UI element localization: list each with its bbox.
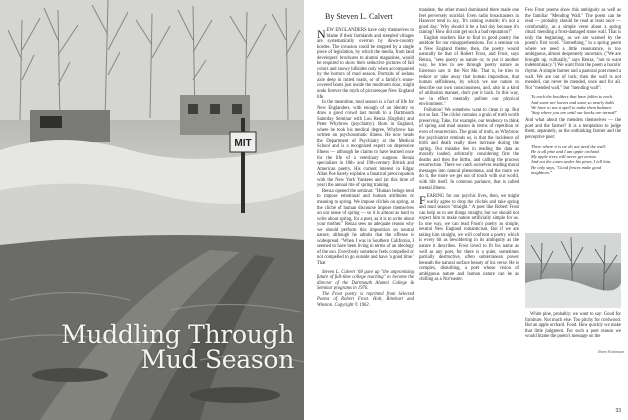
title-line-1: Muddling Through	[61, 320, 294, 349]
inset-photo	[525, 233, 621, 308]
poem-line: 'Stay where you are until our backs are turned!'	[531, 110, 617, 116]
poem-line: We have to use a spell to make them balance:	[531, 104, 613, 110]
text-column-3	[525, 8, 621, 178]
drop-cap: N	[317, 27, 326, 41]
drop-cap: F	[419, 193, 426, 208]
byline: By Steven L. Calvert	[325, 12, 393, 21]
text-column-3-continued	[525, 312, 621, 340]
paragraph: White pine, probably; we want to say: Good for furniture. Not much else. Too pitchy for cordwood. But an apple orchard. Food. How quickly we make that little judgment. For such a poet reason we would blame the poem's message on the	[525, 312, 621, 340]
poem-line: He is all pine and I am apple orchard.	[531, 148, 600, 154]
paragraph: FEARING for our psychic lives, then, we might warily agree to drop the clichés and take spring and mud season "straight." A poet like Robert Frost can help us to see things straight, but we should not expect him to make nature artificially simple for us. In one way, we can read Frost's poetry as simple, neutral New England romanticism. But if we are taking him straight, we will confront a poetry which is every bit as bewildering in its ambiguity as the nature it describes. Frost loved to fit his name as well as any poet, for there is a quiet, sometimes partially destructive, often subterranean power beneath the natural surface beauty of his verse. He is complex, disturbing, a poet whose vision of ambiguous nature and human nature can be as chilling as a Nor'easter.	[419, 193, 519, 283]
paragraph: In the meantime, mud season is a fact of life for New Englanders, with enough of an identity to draw a good crowd last month to a Dartmouth Saturday Seminar with Lou Renza (English) and Peter Whybrow (psychiatry). Born in England, where he took his medical degree, Whybrow has written on psychosomatic illness. He now heads the Department of Psychiatry at the Medical School and is a recognized expert on depressive illness — although he claims to have learned once for the life of a veterinary surgeon. Renza specializes in 18th- and 19th-century British and American poetry. His current interest in Edgar Allan Poe barely explains a fanatical preoccupation with the New York Yankees and (at this time of year) the annual rite of spring training.	[317, 100, 414, 189]
article-title	[61, 322, 294, 372]
permission-note: The Frost poetry is reprinted from Selected Poems of Robert Frost. Holt, Rinehart and Winston. Copyright © 1962.	[317, 291, 414, 308]
photo-sign-text: MIT	[234, 138, 252, 149]
paragraph: mandate, the other mood dominated there made one feel perversely suicidal. Even radio broadcasters in Hanover tend to say, 'It's raining outside; it's not a good day.' Why should it be a bad day because it's raining? How did rain get such a bad reputation?"	[419, 8, 519, 36]
poem-line: And eat the cones under his pines, I tell him.	[531, 159, 612, 165]
poem-line: To each the boulders that have fallen to each.	[531, 94, 613, 100]
poem-line: He only says, "Good fences make good neighbors."	[531, 164, 602, 176]
photo-credit: Eben Robinson	[598, 350, 624, 354]
paragraph: English teachers like to find in good poetry the antidote for our misapprehensions. For a seminar on a New England theme, then, the poetry would naturally be that of Robert Frost, and Frost, says Renza, "sees poetry as nature or, to put it another way, he tries to see through poetry nature as Emerson saw it: the Not Me. That is, he tries to reduce or take away that human imposition, that human selfishness, by which we use nature to describe our own consciousness, and, also in a kind of utilitarian manner, don't put it back. In this way, we in effect mentally pollute our physical environment."	[419, 35, 519, 108]
page-gutter	[304, 0, 310, 420]
poem-excerpt-2	[531, 144, 621, 176]
author-note: Steven L. Calvert '68 gave up "the unpromising future of full-time college teaching" to become the director of the Dartmouth Alumni College & Seminar programs in 1976.	[317, 269, 414, 292]
poem-excerpt-1	[531, 94, 621, 115]
paragraph: Renza opened the seminar: "Human beings tend to impose emotional and human attributes or meaning to spring. We impose clichés on spring, at the cliché of human discourse impose themselves on our sense of spring — so it is almost as hard to write about spring, for a poet, as it is to write about your mother." Renza sees no adequate reason why we should perform this imposition on neutral nature, although he admits that the offense is widespread. "When I was in Southern California, I seemed to have been living in terms of an ideology of the sun. Everybody somehow feels compelled or not compelled to go outside and have 'a good time.' That	[317, 188, 414, 266]
poem-line: And some are loaves and some so nearly balls	[531, 99, 615, 105]
paragraph: Pollution! We somehow want to clean it up. But not so fast. The cliché contains a grain of truth worth preserving. Take, for example, our tendency to think of spring and mud season in terms of repetition or even of resurrection. The grain of truth, as Whybrow the psychiatrist reminds us, is that the incidence of birth and death really does increase during the spring. Our mistake lies in reading the data as morally loaded, arbitrarily considering first the deaths and then the births, and calling the process resurrection. There we catch ourselves reading moral messages into natural phenomena, and the more we do it, the more we get out of touch with our world, with life itself. In common parlance, that is called mental illness.	[419, 107, 519, 191]
poem-line: There where it is we do not need the wall:	[531, 143, 607, 149]
text-column-1	[317, 28, 414, 308]
text-column-2	[419, 8, 519, 283]
poem-line: My apple trees will never get across	[531, 154, 596, 160]
paragraph: Few Frost poems show this ambiguity as well as the familiar "Mending Wall." The poem can be read — probably should be read at least once — comfortably, as a simple verse about a spring ritual: mending a frost-damaged stone wall. That is only the beginning, as we are warned by the poem's first word. "Something," in a spring poem where we need a little reassurance, is too ambiguous, almost desperately uncertain. ("We are brought up, culturally," says Renza, "not to want indeterminacy.") We want from the poem a bucolic rhyme. A simple farmer and a pastoral poet mend a wall. We are out of luck; then the wall is not mended, can never be mended, once and for all. Not "mended wall," but "mending wall":	[525, 8, 621, 91]
inset-photo-illustration	[525, 233, 621, 308]
paragraph: And what about the menders themselves — the poet and the farmer? It is a temptation to judge them, separately, as the unthinking farmer and the perceptive poet:	[525, 118, 621, 141]
title-line-2: Mud Season	[140, 345, 294, 374]
mud-season-photo	[0, 0, 304, 420]
page-number: 33	[615, 408, 621, 414]
paragraph: NEW ENGLANDERS have only themselves to blame if their farmlands and steepled villages are systematically overrun by down-country hordes. The invasion could be stopped by a single piece of legislation, by which the media, from land developers' brochures to alumni magazines, would be required to show their seductive pictures of fall colors and snowy hillsides only when accompanied by the horrors of mud season. Portraits of sedans axle deep in rutted roads, or of a family's stone-covered boots just inside the mudroom door, might undo forever the myth of picturesque New England life.	[317, 27, 414, 100]
